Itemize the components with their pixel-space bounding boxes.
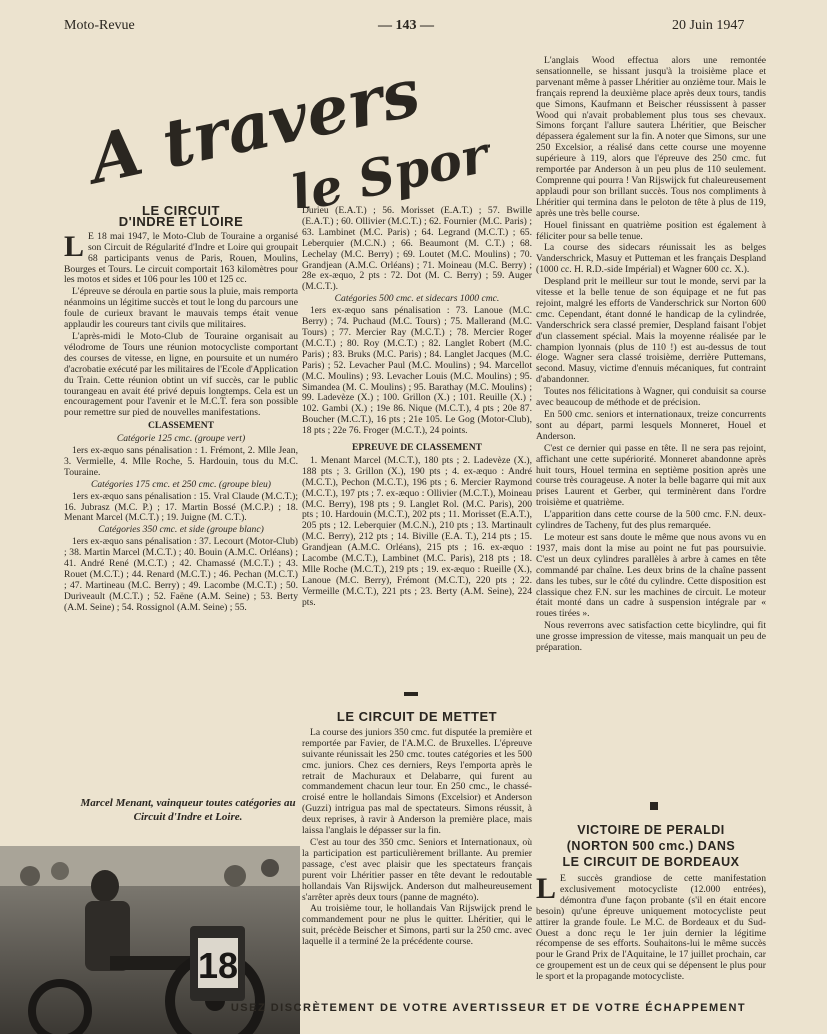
- classement-heading: CLASSEMENT: [147, 420, 215, 432]
- photo-caption: Marcel Menant, vainqueur toutes catégories au Circuit d'Indre et Loire.: [80, 797, 296, 823]
- category-heading: Catégories 175 cmc. et 250 cmc. (groupe bleu): [90, 478, 271, 490]
- title-art-line2: le Sport: [285, 119, 490, 208]
- indre-dropcap: L: [64, 229, 85, 263]
- epreuve-results: 1. Menant Marcel (M.C.T.), 180 pts ; 2. Ladevèze (X.), 188 pts ; 3. Grillon (X.), 190 pts ; 4. ex-æquo : André (M.C.T.), Pechon (M.C.T.), 196 pts ; 6. Mercier Raymond (M.C.T.), 197 pts ; 7. ex-æquo : Ollivier (M.C.T.), Moineau (M.C. Berry), 198 pts ; 9. Langlet Rol. (M.C. Paris), 200 pts ; 10. Hardouin (M.C.T.), 202 pts ; 11. Morisset (E.A.T.), 205 pts ; 12. Leberquier (M.C.N.), 210 pts ; 13. Martinault (M.C. Berry), 212 pts ; 14. Biville (E.A. T.), 214 pts ; 15. Grandjean (A.M.C. Orléans), 215 pts ; 16. ex-æquo : Lacombe (M.C.T.), Lambinet (M.C. Paris), 218 pts ; 18. Mlle Roche (M.C.T.), 219 pts ; 19. ex-æquo : Rueille (X.), Lanoue (M.C. Berry), Frémont (M.C.T.), 220 pts ; 22. Vermeille (M.C.T.), 221 pts ; 23. Berty (A.M. Seine), 224 pts.: [302, 454, 532, 608]
- race-number: 18: [197, 945, 239, 986]
- indre-title-line1: LE CIRCUIT: [142, 206, 220, 218]
- epreuve-heading: EPREUVE DE CLASSEMENT: [351, 442, 483, 454]
- category-heading: Catégorie 125 cmc. (groupe vert): [116, 433, 246, 445]
- right-paragraph: L'anglais Wood effectua alors une remontée sensationnelle, se hissant jusqu'à la troisième place et parvenant même à passer Lhéritier au onzième tour. Mais le français reprend la deuxième place après deux tours, tandis que Simons, Kaufmann et Beischer réussissent à passer Wood qui n'avait probablement plus tous ses chevaux. Simons forçant l'allure sautera Lhéritier, que Beischer dépassera également sur la fin. A noter que Simons, sur une 250 Excelsior, a réalisé dans cette course une moyenne supérieure à 119, alors que l'épreuve des 250 cmc. fut remportée par Anderson à un peu plus de 110 seulement. Comprenne qui pourra ! Van Rijswijck fut chaleureusement applaudi pour son brillant succès. Tous nos compliments à Lhéritier qui termina dans le peloton de tête à plus de 119, après une très belle course.: [536, 56, 766, 219]
- indre-title-line2: D'INDRE ET LOIRE: [118, 213, 244, 229]
- mettet-continuation: [536, 56, 766, 796]
- peraldi-title-line2: (NORTON 500 cmc.) DANS: [566, 839, 736, 853]
- right-paragraph: En 500 cmc. seniors et internationaux, treize concurrents sont au départ, parmi lesquels Monneret, Houel et Anderson.: [536, 409, 766, 442]
- article-circuit-indre: [64, 206, 298, 836]
- right-paragraph: Nous reverrons avec satisfaction cette bicylindre, qui fit une grosse impression de vitesse, mais manquait un peu de préparation.: [536, 620, 766, 654]
- peraldi-title-line3: LE CIRCUIT DE BORDEAUX: [562, 855, 740, 869]
- mettet-paragraph: La course des juniors 350 cmc. fut disputée la première et remportée par Favier, de l'A.M.C. de Bruxelles. L'épreuve suivante réunissait les 250 cmc. toutes catégories et les 500 cmc. juniors. Chez ces derniers, Reys l'emporta après le retrait de Machuraux et Delabarre, qui furent au commandement chacun leur tour. En 250 cmc., le chassé-croisé entre le hollandais Simons (Excelsior) et Anderson (Guzzi) intrigua pas mal de spectateurs. Simons réussit, à deux reprises, à ravir à Anderson la première place, mais laissa l'anglais le dépasser sur la fin.: [302, 726, 532, 837]
- mettet-paragraph: Au troisième tour, le hollandais Van Rijswijck prend le commandement pour ne plus le quitter. Lhéritier, qui le suit, précède Beischer et Simons, parti sur la 250 cmc. avec laquelle il a terminé 2e la précédente course.: [302, 903, 532, 948]
- peraldi-paragraph: L E succès grandiose de cette manifestation exclusivement motocycliste (12.000 entrées), démontra d'une façon probante (s'il en était encore besoin) qu'une épreuve uniquement motocycliste peut attirer la grande foule. Le M.C. de Bordeaux et du Sud-Ouest a donc reçu le 1er juin dernier la légitime récompense de ses efforts. Souhaitons-lui le même succès pour le Grand Prix de l'Aquitaine, le 17 juillet prochain, car ce groupement est un de ceux qui se dépensent le plus pour le sport et la propagande motocycliste.: [536, 872, 766, 983]
- category-heading: Catégories 500 cmc. et sidecars 1000 cmc.: [334, 293, 500, 305]
- peraldi-title-line1: VICTOIRE DE PERALDI: [577, 823, 725, 837]
- header-date: 20 Juin 1947: [672, 18, 745, 33]
- right-paragraph: C'est ce dernier qui passe en tête. Il ne sera pas rejoint, affichant une cette supériorité. Monneret abandonne après huit tours, Houel termina en septième position après une course très courageuse. A noter la belle bagarre qui mit aux prises Laurent et Gerber, qui terminèrent dans l'ordre troisième et quatrième.: [536, 442, 766, 509]
- category-heading: Catégories 350 cmc. et side (groupe blanc): [98, 524, 264, 536]
- section-title-art: [60, 48, 490, 208]
- category-results: 1ers ex-æquo sans pénalisation : 1. Frémont, 2. Mlle Jean, 3. Vermielle, 4. Mlle Roche, 5. Hardouin, tous du M.C. Touraine.: [64, 445, 298, 478]
- results-continuation: [302, 206, 532, 690]
- footer-slogan: USEZ DISCRÈTEMENT DE VOTRE AVERTISSEUR ET DE VOTRE ÉCHAPPEMENT: [230, 1002, 747, 1014]
- article-circuit-mettet: [302, 712, 532, 966]
- article-peraldi: [536, 822, 766, 992]
- right-paragraph: Despland prit le meilleur sur tout le monde, servi par la vitesse et la belle tenue de son équipage et ne fut pas rejoint, malgré les efforts de Vanderschrick sur Norton 600 cmc. Cependant, étant donné le handicap de la cylindrée, Vanderschrick sera classé premier, Despland faisant l'objet d'un classement spécial. Mais la moyenne réalisée par le champion lyonnais (plus de 110 !) est au-dessus de tout éloge. Wagner sera classé troisième, derrière Puttemans, second. Masuy, victime d'ennuis mécaniques, fut contraint d'abandonner.: [536, 276, 766, 386]
- category-results: 1ers ex-æquo sans pénalisation : 73. Lanoue (M.C. Berry) ; 74. Puchaud (M.C. Tours) ; 75. Mallerand (M.C. Tours) ; 77. Mercier Ray (M.C.T.) ; 78. Mercier Roger (M.C.T.) ; 80. Roy (M.C.T.) ; 82. Langlet Robert (M.C. Paris) ; 83. Bruks (M.C. Paris) ; 84. Langlet Jacques (M.C. Paris) ; 52. Levacher Paul (M.C. Moulins) ; 94. Marcellot (M.C. Moulins) ; 93. Levacher Louis (M.C. Moulins) ; 95. Simandea (M. C. Moulins) ; 95. Barathay (M.C. Moulins) ; 99. Ladevèze (X.) ; 100. Grillon (X.) ; 101. Reuille (X.) ; 102. Gambi (X.) ; 19e 86. Nique (M.C.T.), 4 pts ; 20e 87. Boucher (M.C.T.), 16 pts ; 21e 105. Le Gog (Motor-Club), 18 pts ; 22e 76. Froger (M.C.T.), 24 points.: [302, 305, 532, 437]
- header-magazine-name: Moto-Revue: [64, 18, 135, 33]
- right-paragraph: Toutes nos félicitations à Wagner, qui conduisit sa course avec beaucoup de méthode et de précision.: [536, 386, 766, 409]
- page-header: [0, 12, 827, 42]
- right-paragraph: La course des sidecars réunissait les as belges Vanderschrick, Masuy et Putteman et les français Despland (1000 cc. H. R.D.-side Impérial) et Wagner 600 cc. X.).: [536, 242, 766, 276]
- category-results: 1ers ex-æquo sans pénalisation : 15. Vral Claude (M.C.T.); 16. Jubrasz (M.C. P.) ; 17. Martin Bossé (M.C.P.) ; 18. Menant Marcel (M.C.T.) ; 19. Juigne (M. C.T.).: [64, 490, 298, 524]
- separator-mark: [404, 692, 418, 696]
- separator-square: [650, 802, 658, 810]
- header-page-number: — 143 —: [378, 18, 434, 33]
- results-text: Durieu (E.A.T.) ; 56. Morisset (E.A.T.) ; 57. Bwille (E.A.T.) ; 60. Ollivier (M.C.T.) ; 62. Fournier (M.C. Paris) ; 63. Lambinet (M.C. Paris) ; 64. Legrand (M.C.T.) ; 65. Leberquier (M.C.N.) ; 66. Beaumont (M. C.T.) ; 68. Lechelay (M.C. Berry) ; 69. Loutet (M.C. Moulins) ; 70. Grandjean (A.M.C. Orléans) ; 71. Moineau (M.C. Berry) ; 28e ex-æquo, 2 pts : 72. Dot (M. C. Berry) ; 59. Auger (M.C.T.).: [302, 206, 532, 293]
- category-results: 1ers ex-æquo sans pénalisation : 37. Lecourt (Motor-Club) ; 38. Martin Marcel (M.C.T.) ; 40. Bouin (A.M.C. Orléans) ; 41. André René (M.C.T.) ; 42. Chamassé (M.C.T.) ; 43. Rouet (M.C.T.) ; 44. Renard (M.C.T.) ; 46. Pechan (M.C.T.) ; 47. Martineau (M.C. Berry) ; 49. Lacombe (M.C.T.) ; 50. Duriveault (M.C.T.) ; 52. Faëne (A.M. Seine) ; 53. Berty (A.M. Seine) ; 54. Rossignol (A.M. Seine) ; 55.: [64, 536, 298, 613]
- indre-paragraph: L'après-midi le Moto-Club de Touraine organisait au vélodrome de Tours une réunion motocycliste comportant des courses de vitesse, en ligne, en poursuite et un numéro d'acrobatie exécuté par les militaires de l'Ecole d'Application du Train. Cette réunion obtint un vif succès, car le public tourangeau en avait été privé depuis longtemps. Cela est un encouragement pour l'avenir et le M.C.T. fera son possible pour remettre sur pied de nouvelles manifestations.: [64, 330, 298, 419]
- peraldi-dropcap: L: [536, 872, 557, 905]
- mettet-paragraph: C'est au tour des 350 cmc. Seniors et Internationaux, où la participation est particulièrement brillante. Au premier passage, c'est avec plaisir que les spectateurs français purent voir Lhéritier passer en tête devant le redoutable hollandais Van Rijswijck. Anderson dut malheureusement s'arrêter après deux tours (panne de magnéto).: [302, 836, 532, 903]
- indre-paragraph: L'épreuve se déroula en partie sous la pluie, mais remporta néanmoins un légitime succès et tout le long du parcours une foule de curieux bravant le mauvais temps était venue applaudir les coureurs tant civils que militaires.: [64, 286, 298, 331]
- indre-paragraph: L E 18 mai 1947, le Moto-Club de Touraine a organisé son Circuit de Régularité d'Indre et Loire qui groupait 68 participants venus de Paris, Rouen, Moulins, Bourges et Tours. Le circuit comportait 163 kilomètres pour les motos et sides et 106 pour les 100 et 125 cc.: [64, 229, 298, 286]
- right-paragraph: Houel finissant en quatrième position est également à féliciter pour sa belle tenue.: [536, 219, 766, 242]
- title-art-line1: A travers: [82, 52, 427, 199]
- right-paragraph: L'apparition dans cette course de la 500 cmc. F.N. deux-cylindres de Tacheny, fut des plus remarquée.: [536, 509, 766, 532]
- right-paragraph: Le moteur est sans doute le même que nous avons vu en 1937, mais dont la mise au point ne fut pas poursuivie. C'est un deux cylindres parallèles à arbre à cames en tête commandé par chaîne. Les deux brins de la chaîne passent dans les tubes, sur le côté du cylindre. Cette disposition est classique chez F.N. sur les machines de circuit. Le moteur était monté dans un cadre à suspension intégrale par « roues tirées ».: [536, 531, 766, 620]
- mettet-title: LE CIRCUIT DE METTET: [336, 712, 498, 724]
